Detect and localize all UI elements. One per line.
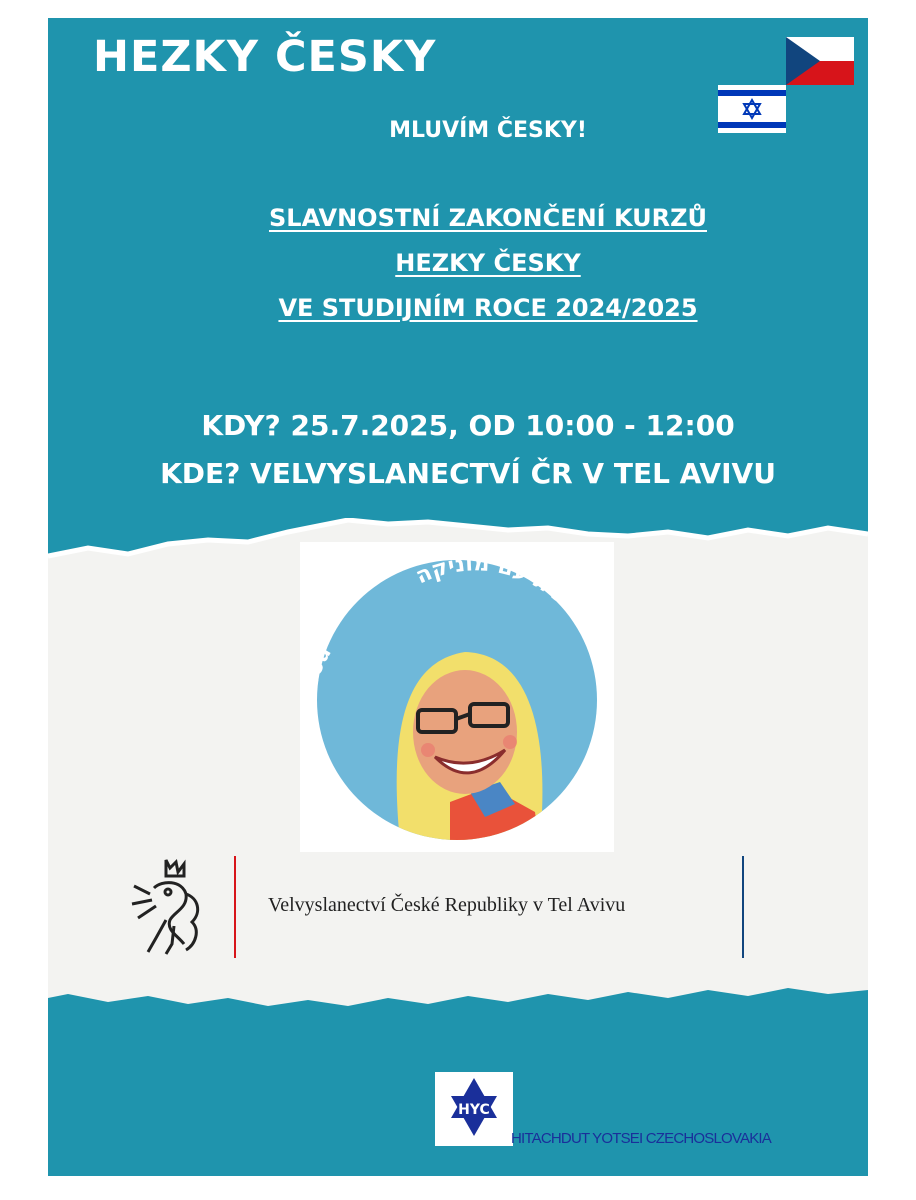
brand-title: HEZKY ČESKY <box>93 32 437 82</box>
organization-caption: HITACHDUT YOTSEI CZECHOSLOVAKIA <box>511 1130 771 1147</box>
event-title-line: SLAVNOSTNÍ ZAKONČENÍ KURZŮ <box>268 204 707 232</box>
czech-flag-icon <box>786 37 854 85</box>
event-details <box>58 402 868 498</box>
tagline: MLUVÍM ČESKY! <box>389 118 587 143</box>
logo-arc-text-right: צ'כית עם מוניקה <box>412 551 589 625</box>
event-title <box>78 196 868 331</box>
event-title-line: VE STUDIJNÍM ROCE 2024/2025 <box>278 294 698 322</box>
logo-arc-text-left: Česky čou <box>300 642 366 827</box>
czech-lion-emblem-icon <box>126 854 210 958</box>
embassy-signature <box>118 848 758 958</box>
course-logo <box>300 542 614 852</box>
event-when: KDY? 25.7.2025, OD 10:00 - 12:00 <box>201 409 735 442</box>
embassy-name: Velvyslanectví České Republiky v Tel Avivu <box>268 894 626 916</box>
poster <box>48 18 868 1176</box>
hyc-logo-text: HYC <box>458 1102 490 1118</box>
hyc-star-logo <box>435 1072 513 1146</box>
event-where: KDE? VELVYSLANECTVÍ ČR V TEL AVIVU <box>160 457 776 490</box>
divider-red <box>234 856 236 958</box>
course-logo-image <box>300 542 614 852</box>
event-title-line: HEZKY ČESKY <box>395 249 581 277</box>
divider-blue <box>742 856 744 958</box>
